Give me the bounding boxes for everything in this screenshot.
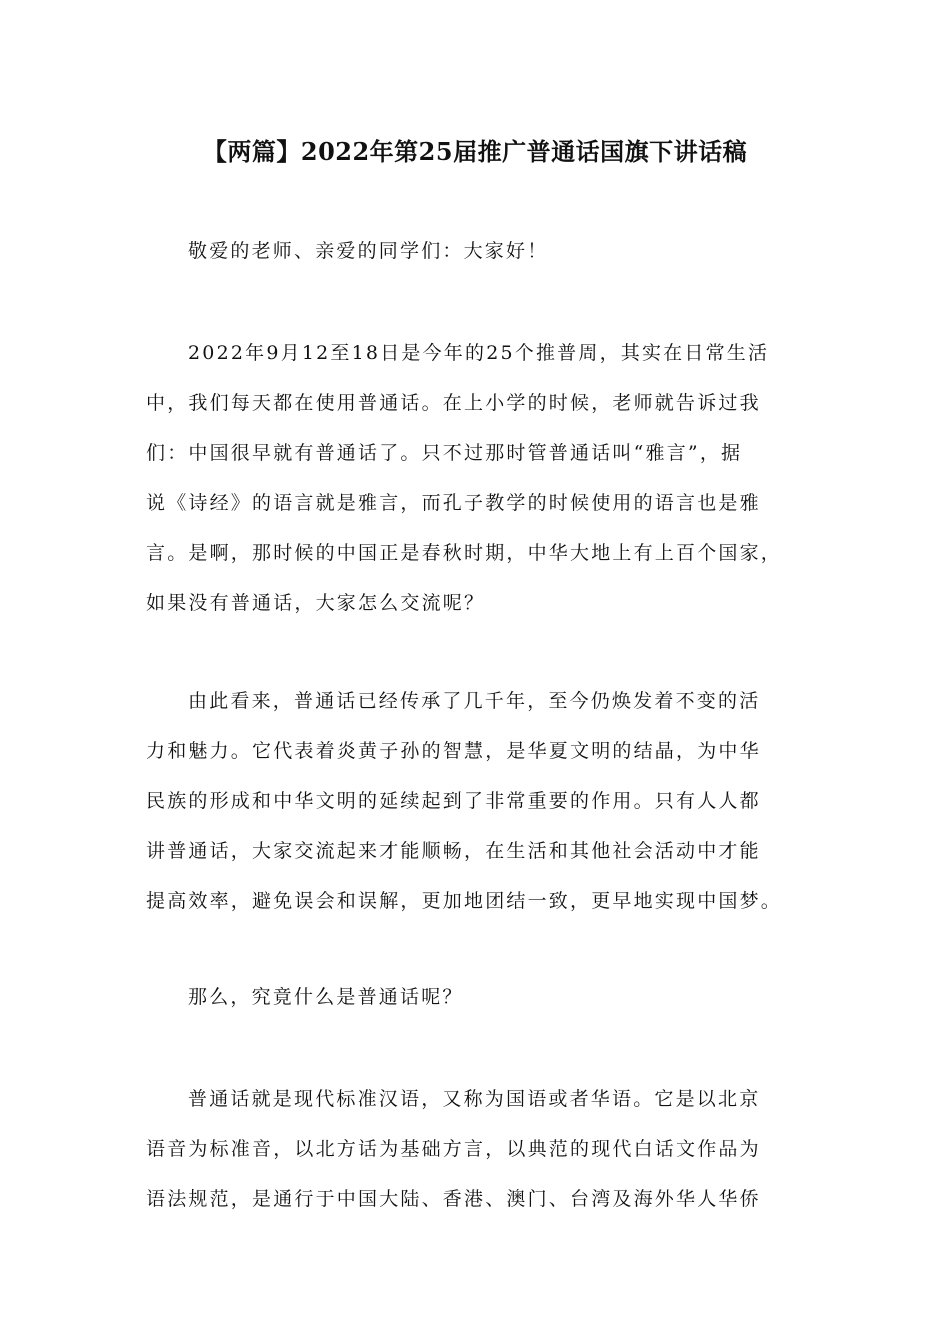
paragraph-line: 普通话就是现代标准汉语，又称为国语或者华语。它是以北京 [188,1088,761,1110]
paragraph-line: 如果没有普通话，大家怎么交流呢？ [146,592,486,614]
paragraph-definition [146,1074,826,1224]
paragraph-line: 言。是啊，那时候的中国正是春秋时期，中华大地上有上百个国家， [146,542,783,564]
paragraph-line: 2022年9月12至18日是今年的25个推普周，其实在日常生活 [188,342,770,364]
paragraph-line: 由此看来，普通话已经传承了几千年，至今仍焕发着不变的活 [188,690,761,712]
paragraph-line: 说《诗经》的语言就是雅言，而孔子教学的时候使用的语言也是雅 [146,492,761,514]
paragraph-significance [146,676,826,926]
paragraph-question [146,972,826,1022]
paragraph-line: 中，我们每天都在使用普通话。在上小学的时候，老师就告诉过我 [146,392,761,414]
paragraph-line: 那么，究竟什么是普通话呢？ [188,986,464,1008]
paragraph-line: 讲普通话，大家交流起来才能顺畅，在生活和其他社会活动中才能 [146,840,761,862]
document-title: 【两篇】2022年第25届推广普通话国旗下讲话稿 [202,137,748,166]
paragraph-line: 力和魅力。它代表着炎黄子孙的智慧，是华夏文明的结晶，为中华 [146,740,761,762]
paragraph-line: 语法规范，是通行于中国大陆、香港、澳门、台湾及海外华人华侨 [146,1188,761,1210]
paragraph-line: 们：中国很早就有普通话了。只不过那时管普通话叫“雅言”，据 [146,442,743,464]
paragraph-line: 提高效率，避免误会和误解，更加地团结一致，更早地实现中国梦。 [146,890,783,912]
paragraph-intro [146,328,826,628]
paragraph-line: 民族的形成和中华文明的延续起到了非常重要的作用。只有人人都 [146,790,761,812]
paragraph-line: 语音为标准音，以北方话为基础方言，以典范的现代白话文作品为 [146,1138,761,1160]
paragraph-line: 敬爱的老师、亲爱的同学们：大家好！ [188,240,549,262]
paragraph-greeting [146,226,826,276]
